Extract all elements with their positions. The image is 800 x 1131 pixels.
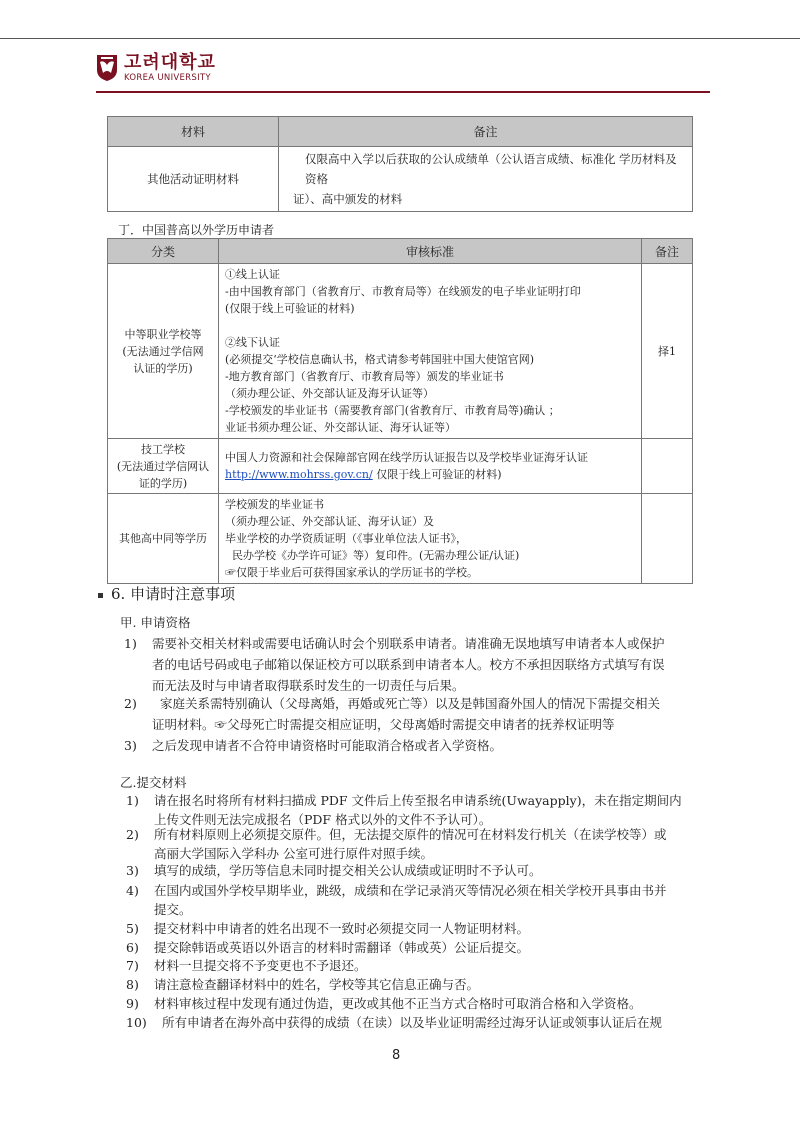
list-item: [126, 994, 706, 1013]
criteria-line: (必须提交‘学校信息确认书，格式请参考韩国驻中国大使馆官网): [225, 353, 535, 366]
column-header: 备注: [279, 117, 693, 147]
criteria-line: [225, 317, 635, 334]
category-cell: [108, 439, 219, 494]
section-title: [98, 583, 235, 604]
page-header: [96, 48, 216, 88]
item-text: 提交材料中申请者的姓名出现不一致时必须提交同一人物证明材料。: [154, 921, 530, 936]
item-number: 6): [126, 940, 139, 955]
item-number: 2): [124, 696, 137, 711]
item-line: 所有材料原则上必须提交原件。但，无法提交原件的情况可在材料发行机关（在读学校等）或: [154, 827, 667, 842]
criteria-line: -地方教育部门（省教育厅、市教育局等）颁发的毕业证书: [225, 370, 504, 383]
criteria-line: ①线上认证: [225, 268, 280, 281]
category-line: 认证的学历): [133, 361, 193, 375]
column-header: 备注: [642, 239, 693, 264]
item-text: 提交除韩语或英语以外语言的材料时需翻译（韩或英）公证后提交。: [154, 940, 530, 955]
criteria-line: 学校颁发的毕业证书: [225, 498, 324, 511]
criteria-line: 业证书须办理公证、外交部认证、海牙认证等）: [225, 421, 456, 434]
category-line: 中等职业学校等: [124, 327, 202, 341]
item-line: 请在报名时将所有材料扫描成 PDF 文件后上传至报名申请系统(Uwayapply)，未在指定期间内: [154, 793, 682, 808]
material-cell: 其他活动证明材料: [108, 147, 279, 212]
criteria-cell: [219, 264, 642, 439]
part-a-title: 甲. 申请资格: [120, 615, 191, 630]
category-line: (无法通过学信网认: [116, 459, 210, 473]
category-cell: 其他高中同等学历: [108, 494, 219, 584]
list-item: [126, 919, 706, 938]
item-number: 3): [124, 738, 137, 753]
criteria-line: ☞仅限于毕业后可获得国家承认的学历证书的学校。: [225, 566, 478, 579]
logo-korean: 고려대학교: [124, 51, 216, 73]
list-item: [126, 956, 706, 975]
item-line: 证明材料。☞父母死亡时需提交相应证明，父母离婚时需提交申请者的抚养权证明等: [152, 717, 615, 732]
table-row: [108, 147, 693, 212]
criteria-line: （须办理公证、外交部认证及海牙认证等）: [225, 387, 434, 400]
materials-table: [107, 116, 693, 212]
item-text: 材料一旦提交将不予变更也不予退还。: [154, 958, 367, 973]
top-rule: [0, 38, 800, 39]
criteria-line: 中国人力资源和社会保障部官网在线学历认证报告以及学校毕业证海牙认证: [225, 451, 588, 464]
item-text: [152, 693, 660, 735]
review-standard-table: [107, 238, 693, 584]
item-line: 者的电话号码或电子邮箱以保证校方可以联系到申请者本人。校方不承担因联络方式填写有误: [152, 657, 665, 672]
part-b-title: 乙.提交材料: [120, 775, 187, 790]
item-line: 而无法及时与申请者取得联系时发生的一切责任与后果。: [152, 678, 465, 693]
item-text: 填写的成绩，学历等信息未同时提交相关公认成绩或证明时不予认可。: [154, 863, 542, 878]
table-row: [108, 494, 693, 584]
column-header: 分类: [108, 239, 219, 264]
page-number: 8: [392, 1048, 401, 1063]
logo-english: KOREA UNIVERSITY: [124, 72, 211, 83]
remark-cell: [279, 147, 693, 212]
table-row: [108, 264, 693, 439]
category-line: 技工学校: [141, 442, 185, 456]
criteria-line: -学校颁发的毕业证书（需要教育部门(省教育厅、市教育局等)确认 ；: [225, 404, 560, 417]
column-header: 审核标准: [219, 239, 642, 264]
list-item: [126, 938, 706, 957]
item-number: 3): [126, 863, 139, 878]
column-header: 材料: [108, 117, 279, 147]
item-line: 在国内或国外学校早期毕业，跳级，成绩和在学记录消灭等情况必须在相关学校开具事由书并: [154, 883, 667, 898]
list-item: [124, 735, 704, 756]
criteria-cell: [219, 494, 642, 584]
item-text: [152, 633, 665, 696]
table-row: [108, 439, 693, 494]
remark-line: 仅限高中入学以后获取的公认成绩单（公认语言成绩、标准化 学历材料及资格: [305, 152, 677, 186]
bullet-icon: [98, 593, 103, 598]
item-text: [154, 881, 667, 919]
criteria-line: 毕业学校的办学资质证明（《事业单位法人证书》，: [225, 532, 467, 545]
item-text: 之后发现申请者不合符申请资格时可能取消合格或者入学资格。: [152, 738, 503, 753]
item-text: 请注意检查翻译材料中的姓名，学校等其它信息正确与否。: [154, 977, 480, 992]
item-text: 所有申请者在海外高中获得的成绩（在读）以及毕业证明需经过海牙认证或领事认证后在规: [154, 1015, 662, 1030]
list-item: [126, 791, 706, 829]
category-line: 证的学历): [138, 476, 188, 490]
mohrss-link[interactable]: http://www.mohrss.gov.cn/: [225, 468, 373, 481]
item-line: 需要补交相关材料或需要电话确认时会个别联系申请者。请准确无误地填写申请者本人或保护: [152, 636, 665, 651]
remark-cell: [642, 439, 693, 494]
item-number: 1): [126, 793, 139, 808]
header-rule: [96, 91, 710, 93]
criteria-line: 民办学校《办学许可证》等）复印件。(无需办理公证/认证): [225, 549, 520, 562]
table-header-row: [108, 239, 693, 264]
logo-wordmark: [124, 53, 216, 84]
list-item: [126, 1013, 706, 1032]
remark-cell: 择1: [642, 264, 693, 439]
item-number: 4): [126, 883, 139, 898]
list-item: [126, 975, 706, 994]
item-number: 2): [126, 827, 139, 842]
item-line: 高丽大学国际入学科办 公室可进行原件对照手续。: [154, 846, 433, 861]
item-text: 材料审核过程中发现有通过伪造，更改或其他不正当方式合格时可取消合格和入学资格。: [154, 996, 642, 1011]
criteria-line: [225, 466, 635, 483]
item-text: [154, 791, 682, 829]
list-item: [124, 633, 704, 696]
list-item: [126, 825, 706, 863]
table-header-row: [108, 117, 693, 147]
remark-cell: [642, 494, 693, 584]
item-line: 家庭关系需特别确认（父母离婚，再婚或死亡等）以及是韩国裔外国人的情况下需提交相关: [152, 696, 660, 711]
item-number: 9): [126, 996, 139, 1011]
criteria-line: ②线下认证: [225, 336, 280, 349]
item-line: 上传文件则无法完成报名（PDF 格式以外的文件不予认可）。: [154, 812, 492, 827]
category-line: (无法通过学信网: [122, 344, 204, 358]
subsection-title: 丁．中国普高以外学历申请者: [118, 223, 275, 237]
criteria-cell: [219, 439, 642, 494]
list-item: [124, 693, 704, 735]
category-cell: [108, 264, 219, 439]
section-title-text: 6. 申请时注意事项: [111, 585, 236, 603]
criteria-line: -由中国教育部门（省教育厅、市教育局等）在线颁发的电子毕业证明打印: [225, 285, 581, 298]
remark-line: 证）、高中颁发的材料: [293, 192, 403, 206]
item-number: 7): [126, 958, 139, 973]
item-number: 1): [124, 636, 137, 651]
item-line: 提交。: [154, 902, 192, 917]
criteria-text: 仅限于线上可验证的材料): [372, 468, 502, 481]
list-item: [126, 861, 706, 880]
item-text: [154, 825, 667, 863]
list-item: [126, 881, 706, 919]
item-number: 8): [126, 977, 139, 992]
korea-university-crest-icon: [96, 54, 118, 82]
criteria-line: (仅限于线上可验证的材料): [225, 302, 355, 315]
item-number: 10): [126, 1015, 147, 1030]
item-number: 5): [126, 921, 139, 936]
criteria-line: （须办理公证、外交部认证、海牙认证）及: [225, 515, 434, 528]
